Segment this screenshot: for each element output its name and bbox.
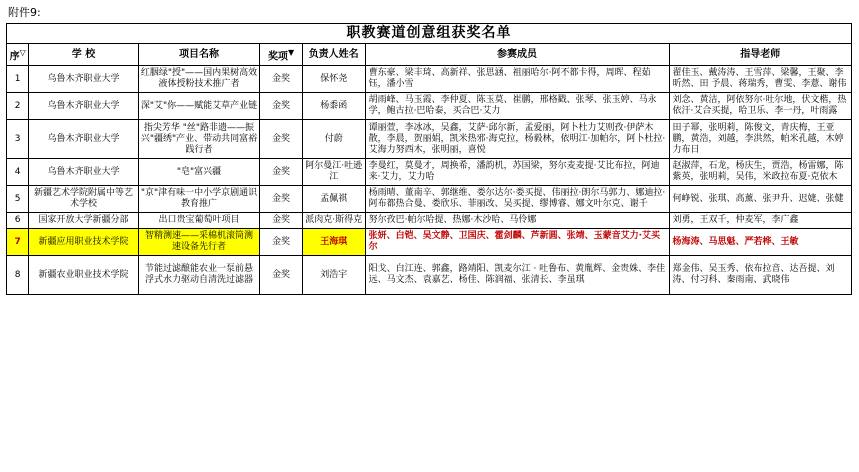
cell-project: 红胭绿"授"——国内果树高效液体授粉技术推广者 [138, 66, 260, 93]
cell-school: 乌鲁木齐职业大学 [29, 93, 138, 120]
cell-teacher: 杨海涛、马思魁、严若桦、王敏 [669, 229, 851, 256]
table-row [7, 120, 852, 159]
table-row [7, 66, 852, 93]
cell-teacher: 赵淑萍，石龙，杨庆生，贾浩，杨雷娜，陈紫英，张明莉，吴伟，米政拉布夏·克依木 [669, 159, 851, 186]
cell-school: 乌鲁木齐职业大学 [29, 120, 138, 159]
cell-project: "京"津有味一中小学京剧通识教育推广 [138, 186, 260, 213]
cell-award: 金奖 [260, 159, 303, 186]
cell-leader: 王海琪 [302, 229, 365, 256]
cell-project: 深"艾"你——赋能艾草产业链 [138, 93, 260, 120]
cell-leader: 派肉克·斯得克 [302, 213, 365, 229]
table-row [7, 256, 852, 295]
cell-teacher: 郑金伟、吴玉秀、依布拉音、达吾提、刘涛、付习科、秦雨南、武晓伟 [669, 256, 851, 295]
table-row-highlighted [7, 229, 852, 256]
cell-members: 谭丽萱，李冰冰，吴鑫，艾萨·邱尔新，孟爱丽，阿卜杜力艾则孜·伊萨木散，李晨，贺丽娟，凯米热邪·海克拉，杨毅林，依明江·加帕尔，阿卜杜拉·艾海力努西木，张明丽，喜悦 [365, 120, 669, 159]
cell-school: 乌鲁木齐职业大学 [29, 159, 138, 186]
cell-project: 智精测速——采棉机滚筒测速设备先行者 [138, 229, 260, 256]
cell-seq: 8 [7, 256, 29, 295]
sort-desc-icon[interactable]: ▽ [19, 48, 26, 57]
column-header-leader[interactable]: 负责人姓名 [302, 44, 365, 66]
cell-award: 金奖 [260, 120, 303, 159]
cell-project: 出口贵宝葡萄叶项目 [138, 213, 260, 229]
column-header-teacher[interactable]: 指导老师 [669, 44, 851, 66]
seq-label: 序 [9, 51, 20, 63]
cell-teacher: 田子幂，张明莉，陈俊文，青庆梅，王亚鹏，黄浩，刘越，李洪然，帕米孔越，木婷力布日 [669, 120, 851, 159]
cell-leader: 保怀尧 [302, 66, 365, 93]
cell-teacher: 何峥锐、张琪、高薰、张尹升、迟婕、张健 [669, 186, 851, 213]
cell-award: 金奖 [260, 93, 303, 120]
cell-members: 杨雨晴、董南辛、郭继维、娄尔达尔·娄买提、伟丽拉·朗尔马郭力、娜迪拉·阿布都热合曼、娄欣乐、菲丽改、吴买提、缪博睿、娜文叶尔克、谢千 [365, 186, 669, 213]
cell-members: 努尔孜巴·帕尔哈提、热娜·木沙哈、马伶娜 [365, 213, 669, 229]
column-header-project[interactable]: 项目名称 [138, 44, 260, 66]
cell-school: 新疆应用职业技术学院 [29, 229, 138, 256]
cell-members: 阳戈、白江连、郭鑫，路靖阳、凯麦尔江 · 吐鲁布、黄胤辉、金贵姝、李佳远、马文杰、袁嘉艺、杨佳、陈润福、张清长、李虽琪 [365, 256, 669, 295]
cell-school: 国家开放大学新疆分部 [29, 213, 138, 229]
cell-seq: 7 [7, 229, 29, 256]
column-header-seq[interactable] [7, 44, 29, 66]
cell-school: 新疆艺术学院附属中等艺术学校 [29, 186, 138, 213]
table-title-row [7, 24, 852, 44]
cell-seq: 6 [7, 213, 29, 229]
cell-leader: 刘浩宇 [302, 256, 365, 295]
cell-leader: 孟佩祺 [302, 186, 365, 213]
column-header-award[interactable] [260, 44, 303, 66]
cell-seq: 5 [7, 186, 29, 213]
cell-seq: 3 [7, 120, 29, 159]
filter-icon[interactable]: ▼ [287, 48, 295, 57]
cell-seq: 1 [7, 66, 29, 93]
column-header-members[interactable]: 参赛成员 [365, 44, 669, 66]
award-table [6, 23, 852, 295]
cell-teacher: 刘勇，王双千，仲麦军，李广鑫 [669, 213, 851, 229]
cell-seq: 4 [7, 159, 29, 186]
cell-award: 金奖 [260, 213, 303, 229]
table-row [7, 93, 852, 120]
cell-leader: 付蔚 [302, 120, 365, 159]
table-header-row [7, 44, 852, 66]
page-title: 职教赛道创意组获奖名单 [7, 24, 852, 44]
cell-leader: 杨黍函 [302, 93, 365, 120]
cell-teacher: 翟佳玉、戴涛涛、王雪萍、梁馨，王聚、李昕然、田 予晨、蒋瑞秀，曹雯、李薏、谢伟 [669, 66, 851, 93]
cell-seq: 2 [7, 93, 29, 120]
cell-award: 金奖 [260, 229, 303, 256]
cell-teacher: 刘念、黄洁，阿依努尔·吐尔地，伏文楷，热依汗·艾合买提，哈卫乐、李一丹，叶雨露 [669, 93, 851, 120]
cell-members: 胡雨峰、马玉霞、李仲夏、陈玉莫、崔鹏，邢格戳、张琴、张玉婷、马永学，鲍古拉·巴哈泰，买合巴·艾力 [365, 93, 669, 120]
table-row [7, 186, 852, 213]
table-row [7, 159, 852, 186]
cell-school: 乌鲁木齐职业大学 [29, 66, 138, 93]
cell-project: 节能过滤酿能农业一泵前悬浮式水力驱动自清洗过滤器 [138, 256, 260, 295]
cell-project: "皂"富兴疆 [138, 159, 260, 186]
cell-award: 金奖 [260, 66, 303, 93]
award-label: 奖项 [267, 51, 288, 63]
cell-members: 张妍、白铠、吴文静、卫国庆、霍剑麟、芦新圆、张靖、玉蒙音艾力·艾买尔 [365, 229, 669, 256]
cell-award: 金奖 [260, 256, 303, 295]
cell-project: 指尖芳华 "丝"路非遗——振兴"疆绣"产业、带动共同富裕践行者 [138, 120, 260, 159]
cell-school: 新疆农业职业技术学院 [29, 256, 138, 295]
cell-award: 金奖 [260, 186, 303, 213]
table-row [7, 213, 852, 229]
cell-leader: 阿尔曼江·吐逊江 [302, 159, 365, 186]
attachment-label: 附件9: [8, 6, 41, 19]
cell-members: 李曼红，莫曼才，周换希，潘韵机，苏国梁，努尔麦麦提·艾比布拉，阿迪来·艾力，艾力哈 [365, 159, 669, 186]
column-header-school[interactable]: 学 校 [29, 44, 138, 66]
cell-members: 曹东豪、梁丰琦、高新祥、张思涵、祖丽哈尔·阿不都卡得，周晖、程茹钰，潘小雪 [365, 66, 669, 93]
